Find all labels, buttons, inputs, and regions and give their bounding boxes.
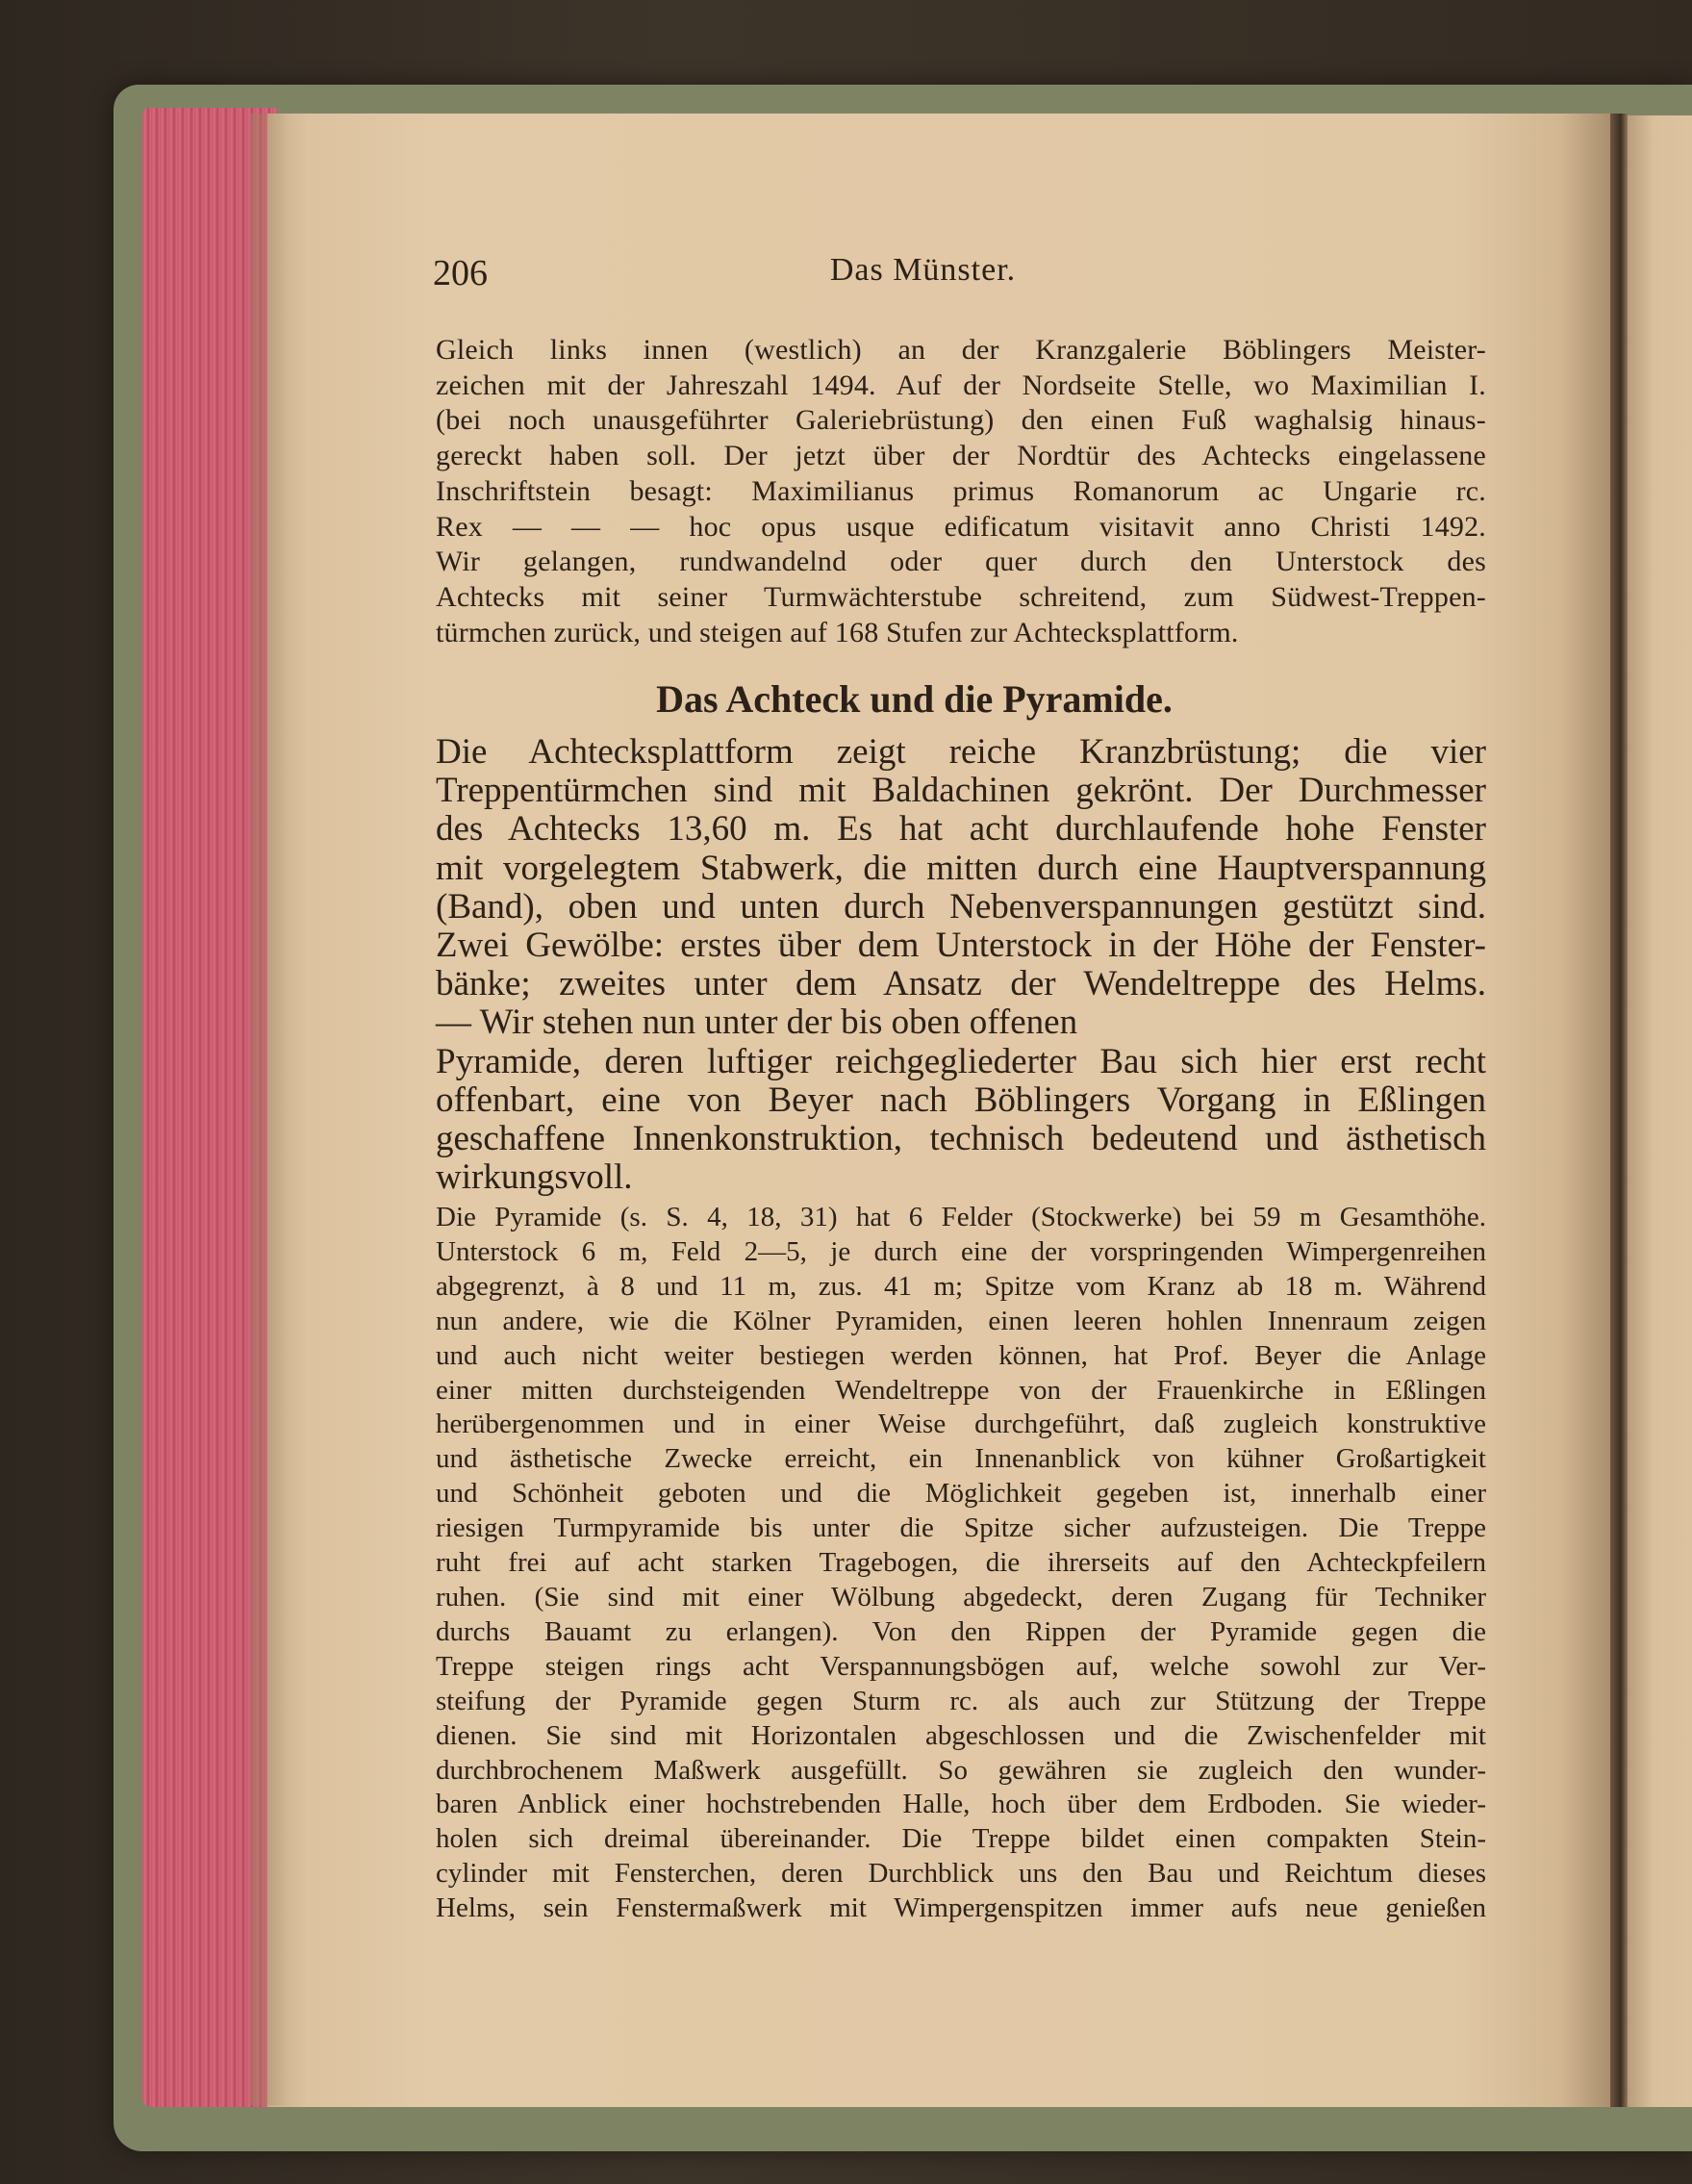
text-line: durchs Bauamt zu erlangen). Von den Rippen der Pyramide gegen die	[436, 1615, 1486, 1647]
text-line: baren Anblick einer hochstrebenden Halle, hoch über dem Erdboden. Sie wieder-	[436, 1789, 1486, 1820]
text-line: ruhen. (Sie sind mit einer Wölbung abgedeckt, deren Zugang für Techniker	[436, 1581, 1486, 1613]
text-line: einer mitten durchsteigenden Wendeltreppe von der Frauenkirche in Eßlingen	[436, 1374, 1486, 1406]
text-line: cylinder mit Fensterchen, deren Durchblick uns den Bau und Reichtum dieses	[436, 1858, 1486, 1890]
text-line: geschaffene Innenkonstruktion, technisch bedeutend und ästhetisch	[436, 1119, 1486, 1159]
text-line: nun andere, wie die Kölner Pyramiden, einen leeren hohlen Innenraum zeigen	[436, 1305, 1486, 1336]
text-line: steifung der Pyramide gegen Sturm rc. als auch zur Stützung der Treppe	[436, 1685, 1486, 1716]
text-line: türmchen zurück, und steigen auf 168 Stufen zur Achtecksplattform.	[436, 616, 1239, 648]
text-line: herübergenommen und in einer Weise durchgeführt, daß zugleich konstruktive	[436, 1409, 1486, 1440]
page-number: 206	[433, 253, 488, 293]
intro-paragraph	[436, 333, 1486, 650]
running-title: Das Münster.	[829, 252, 1017, 288]
book-gutter	[1610, 114, 1628, 2107]
text-line: Die Achtecksplattform zeigt reiche Kranzbrüstung; die vier	[436, 732, 1486, 772]
text-line: des Achtecks 13,60 m. Es hat acht durchlaufende hohe Fenster	[436, 809, 1486, 850]
text-line: zeichen mit der Jahreszahl 1494. Auf der Nordseite Stelle, wo Maximilian I.	[436, 368, 1486, 401]
text-line: Wir gelangen, rundwandelnd oder quer durch den Unterstock des	[436, 546, 1486, 578]
page-edge-shadow	[250, 114, 289, 2105]
text-line: abgegrenzt, à 8 und 11 m, zus. 41 m; Spitze vom Kranz ab 18 m. Während	[436, 1270, 1486, 1302]
note-paragraph	[436, 1201, 1486, 1926]
text-line: Rex — — — hoc opus usque edificatum visitavit anno Christi 1492.	[436, 510, 1486, 543]
text-line: offenbart, eine von Beyer nach Böblingers Vorgang in Eßlingen	[436, 1079, 1486, 1120]
text-line: ruht frei auf acht starken Tragebogen, die ihrerseits auf den Achteckpfeilern	[436, 1547, 1486, 1579]
main-paragraph	[436, 733, 1486, 1197]
section-heading: Das Achteck und die Pyramide.	[656, 677, 1173, 721]
text-line: mit vorgelegtem Stabwerk, die mitten durch eine Hauptverspannung	[436, 848, 1486, 888]
text-line: und Schönheit geboten und die Möglichkeit gegeben ist, innerhalb einer	[436, 1478, 1486, 1510]
text-line: holen sich dreimal übereinander. Die Treppe bildet einen compakten Stein-	[436, 1823, 1486, 1855]
text-line: (bei noch unausgeführter Galeriebrüstung) den einen Fuß waghalsig hinaus-	[436, 404, 1486, 437]
text-line: Achtecks mit seiner Turmwächterstube schreitend, zum Südwest-Treppen-	[436, 580, 1486, 613]
text-line: Inschriftstein besagt: Maximilianus primus Romanorum ac Ungarie rc.	[436, 474, 1486, 507]
text-line: — Wir stehen nun unter der bis oben offenen	[436, 1003, 1078, 1043]
text-line: durchbrochenem Maßwerk ausgefüllt. So gewähren sie zugleich den wunder-	[436, 1754, 1486, 1786]
text-line: riesigen Turmpyramide bis unter die Spitze sicher aufzusteigen. Die Treppe	[436, 1512, 1486, 1544]
text-line: Treppe steigen rings acht Verspannungsbögen auf, welche sowohl zur Ver-	[436, 1650, 1486, 1682]
text-line: Unterstock 6 m, Feld 2—5, je durch eine der vorspringenden Wimpergenreihen	[436, 1235, 1486, 1267]
text-line: gereckt haben soll. Der jetzt über der Nordtür des Achtecks eingelassene	[436, 440, 1486, 472]
text-line: Pyramide, deren luftiger reichgegliederter Bau sich hier erst recht	[436, 1041, 1486, 1081]
text-line: (Band), oben und unten durch Nebenverspannungen gestützt sind.	[436, 886, 1486, 927]
facing-page-edge	[1628, 115, 1692, 2107]
text-line: Die Pyramide (s. S. 4, 18, 31) hat 6 Felder (Stockwerke) bei 59 m Gesamthöhe.	[436, 1202, 1486, 1232]
text-line: dienen. Sie sind mit Horizontalen abgeschlossen und die Zwischenfelder mit	[436, 1719, 1486, 1751]
text-line: Zwei Gewölbe: erstes über dem Unterstock in der Höhe der Fenster-	[436, 926, 1486, 966]
text-line: bänke; zweites unter dem Ansatz der Wendeltreppe des Helms.	[436, 964, 1486, 1004]
text-line: Helms, sein Fenstermaßwerk mit Wimpergenspitzen immer aufs neue genießen	[436, 1892, 1486, 1924]
text-line: Gleich links innen (westlich) an der Kranzgalerie Böblingers Meister-	[436, 334, 1486, 366]
text-line: und ästhetische Zwecke erreicht, ein Innenanblick von kühner Großartigkeit	[436, 1443, 1486, 1475]
text-line: Treppentürmchen sind mit Baldachinen gekrönt. Der Durchmesser	[436, 771, 1486, 811]
text-line: wirkungsvoll.	[436, 1157, 633, 1198]
text-line: und auch nicht weiter bestiegen werden können, hat Prof. Beyer die Anlage	[436, 1339, 1486, 1371]
